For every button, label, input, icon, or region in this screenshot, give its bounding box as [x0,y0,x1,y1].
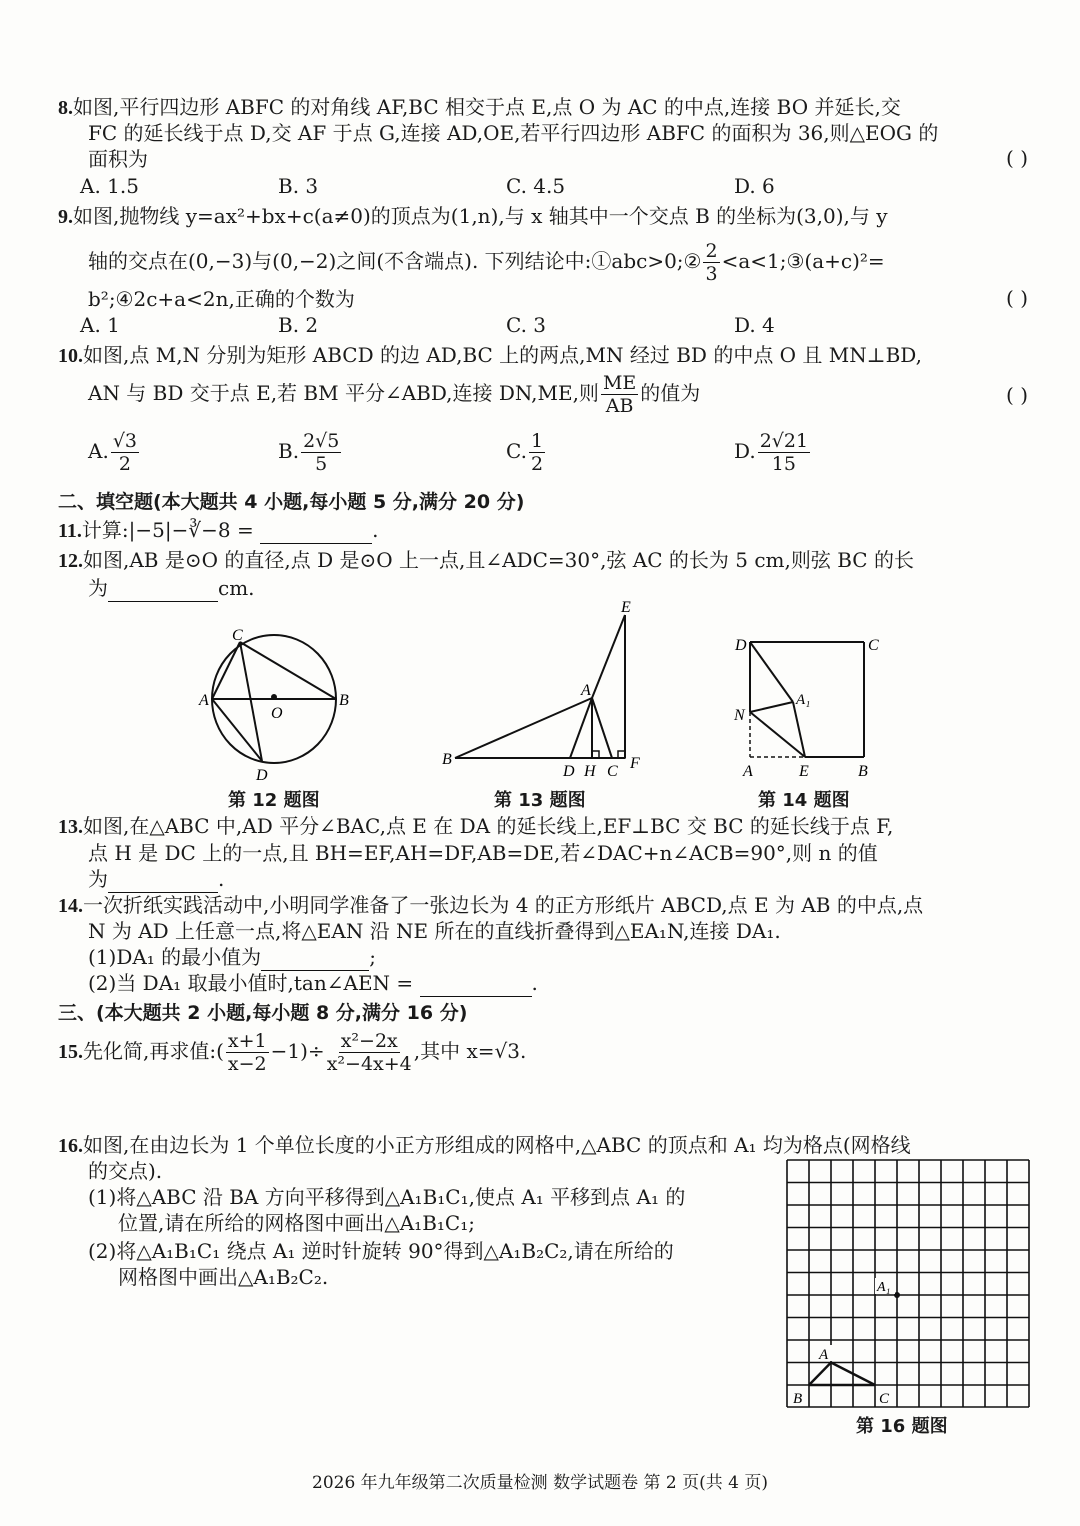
svg-text:H: H [584,763,596,780]
q8-line2: FC 的延长线于点 D,交 AF 于点 G,连接 AD,OE,若平行四边形 ABFC 的面积为 36,则△EOG 的 [88,121,939,145]
q14-sub1-answer-blank[interactable] [261,944,369,971]
q10-option-a[interactable]: A. $\frac{√3}{2}$ [88,430,138,475]
figure-13-triangle-diagram [440,598,650,783]
section-3-heading: 三、(本大题共 2 小题,每小题 8 分,满分 16 分) [58,1002,468,1024]
q9-option-a[interactable]: A. 1 [80,313,120,337]
figure-14-caption: 第 14 题图 [758,790,850,811]
q14-line1: 14.一次折纸实践活动中,小明同学准备了一张边长为 4 的正方形纸片 ABCD,点 E 为 AB 的中点,点 [58,893,924,917]
q8-number: 8. [58,97,73,119]
figure-16-grid[interactable] [785,1158,1031,1410]
q16-sub2b: 网格图中画出△A₁B₂C₂. [118,1265,329,1289]
svg-text:C: C [879,1391,890,1407]
q16-sub1a: (1)将△ABC 沿 BA 方向平移得到△A₁B₁C₁,使点 A₁ 平移到点 A₁ 的 [88,1185,686,1209]
q9-fraction: $\frac{2}{3}$ [705,240,718,285]
q8-line3: 面积为 [88,147,148,171]
svg-text:A: A [581,682,591,699]
figure-12-circle-diagram [195,620,365,790]
q12-line2: 为 cm. [88,576,255,600]
figure-13-caption: 第 13 题图 [494,790,586,811]
q10-number: 10. [58,345,83,367]
svg-text:D: D [735,637,747,654]
svg-text:E: E [799,763,809,780]
q14-sub1: (1)DA₁ 的最小值为 ; [88,945,376,969]
q10-answer-paren[interactable]: ( ) [1006,383,1028,407]
page-footer: 2026 年九年级第二次质量检测 数学试题卷 第 2 页(共 4 页) [312,1473,768,1493]
svg-text:C: C [607,763,618,780]
svg-text:F: F [630,755,640,772]
q8-answer-paren[interactable]: ( ) [1006,146,1028,170]
svg-text:B: B [442,751,452,768]
q9-option-b[interactable]: B. 2 [278,313,319,337]
q9-line2: 轴的交点在(0,−3)与(0,−2)之间(不含端点). 下列结论中:①abc>0;② $\frac{2}{3}$ <a<1;③(a+c)²= [88,240,885,285]
svg-text:C: C [232,627,243,644]
q10-line1: 10.如图,点 M,N 分别为矩形 ABCD 的边 AD,BC 上的两点,MN 经过 BD 的中点 O 且 MN⊥BD, [58,343,922,367]
figure-16-caption: 第 16 题图 [856,1416,948,1437]
figure-14-square-fold-diagram [730,630,890,780]
svg-text:O: O [271,705,283,722]
q12-line1: 12.如图,AB 是⊙O 的直径,点 D 是⊙O 上一点,且∠ADC=30°,弦 AC 的长为 5 cm,则弦 BC 的长 [58,548,914,572]
svg-text:D: D [563,763,575,780]
svg-text:A: A [743,763,753,780]
q11-answer-blank[interactable] [260,517,372,544]
q11-line: 11.计算:|−5|−∛−8 = . [58,518,379,542]
q9-line3: b²;④2c+a<2n,正确的个数为 [88,287,355,311]
svg-text:D: D [256,767,268,784]
q8-line1: 8.如图,平行四边形 ABFC 的对角线 AF,BC 相交于点 E,点 O 为 AC 的中点,连接 BO 并延长,交 [58,95,901,119]
q16-sub1b: 位置,请在所给的网格图中画出△A₁B₁C₁; [118,1211,475,1235]
q8-option-a[interactable]: A. 1.5 [80,174,139,198]
q13-line3: 为 . [88,867,225,891]
q12-answer-blank[interactable] [108,575,218,602]
q10-line2: AN 与 BD 交于点 E,若 BM 平分∠ABD,连接 DN,ME,则 $\frac{ME}{AB}$ 的值为 [88,372,701,417]
q13-line2: 点 H 是 DC 上的一点,且 BH=EF,AH=DF,AB=DE,若∠DAC+n∠ACB=90°,则 n 的值 [88,841,878,865]
q14-sub2-answer-blank[interactable] [420,970,532,997]
svg-text:B: B [339,692,349,709]
section-2-heading: 二、填空题(本大题共 4 小题,每小题 5 分,满分 20 分) [58,491,525,513]
q16-sub2a: (2)将△A₁B₁C₁ 绕点 A₁ 逆时针旋转 90°得到△A₁B₂C₂,请在所给的 [88,1239,674,1263]
q10-option-b[interactable]: B. $\frac{2√5}{5}$ [278,430,340,475]
svg-text:B: B [793,1391,803,1407]
q14-line2: N 为 AD 上任意一点,将△EAN 沿 NE 所在的直线折叠得到△EA₁N,连接 DA₁. [88,919,781,943]
q10-option-d[interactable]: D. $\frac{2√21}{15}$ [734,430,809,475]
q10-fraction: $\frac{ME}{AB}$ [602,372,637,417]
q9-number: 9. [58,206,73,228]
q16-line2: 的交点). [88,1159,163,1183]
q15-line: 15.先化简,再求值:( $\frac{x+1}{x-2}$ −1)÷ $\frac{\text{x²−2x}}{\text{x²−4x+4}}$ ,其中 x=√3. [58,1030,527,1075]
svg-text:B: B [858,763,868,780]
q8-option-d[interactable]: D. 6 [734,174,775,198]
q9-option-d[interactable]: D. 4 [734,313,775,337]
svg-text:C: C [868,637,879,654]
svg-text:A: A [199,692,209,709]
q10-option-c[interactable]: C. $\frac{1}{2}$ [506,430,544,475]
q8-option-c[interactable]: C. 4.5 [506,174,566,198]
q8-option-b[interactable]: B. 3 [278,174,319,198]
q14-sub2: (2)当 DA₁ 取最小值时,tan∠AEN = . [88,971,538,995]
svg-text:E: E [621,599,631,616]
q13-line1: 13.如图,在△ABC 中,AD 平分∠BAC,点 E 在 DA 的延长线上,EF⊥BC 交 BC 的延长线于点 F, [58,814,894,838]
svg-text:A: A [819,1347,829,1363]
svg-text:A₁: A₁ [796,692,811,708]
figure-12-caption: 第 12 题图 [228,790,320,811]
q9-option-c[interactable]: C. 3 [506,313,547,337]
q16-line1: 16.如图,在由边长为 1 个单位长度的小正方形组成的网格中,△ABC 的顶点和 A₁ 均为格点(网格线 [58,1133,911,1157]
q13-answer-blank[interactable] [108,866,218,893]
q9-line1: 9.如图,抛物线 y=ax²+bx+c(a≠0)的顶点为(1,n),与 x 轴其中一个交点 B 的坐标为(3,0),与 y [58,204,888,228]
svg-text:A₁: A₁ [877,1280,891,1295]
svg-text:N: N [734,707,745,724]
q9-answer-paren[interactable]: ( ) [1006,286,1028,310]
